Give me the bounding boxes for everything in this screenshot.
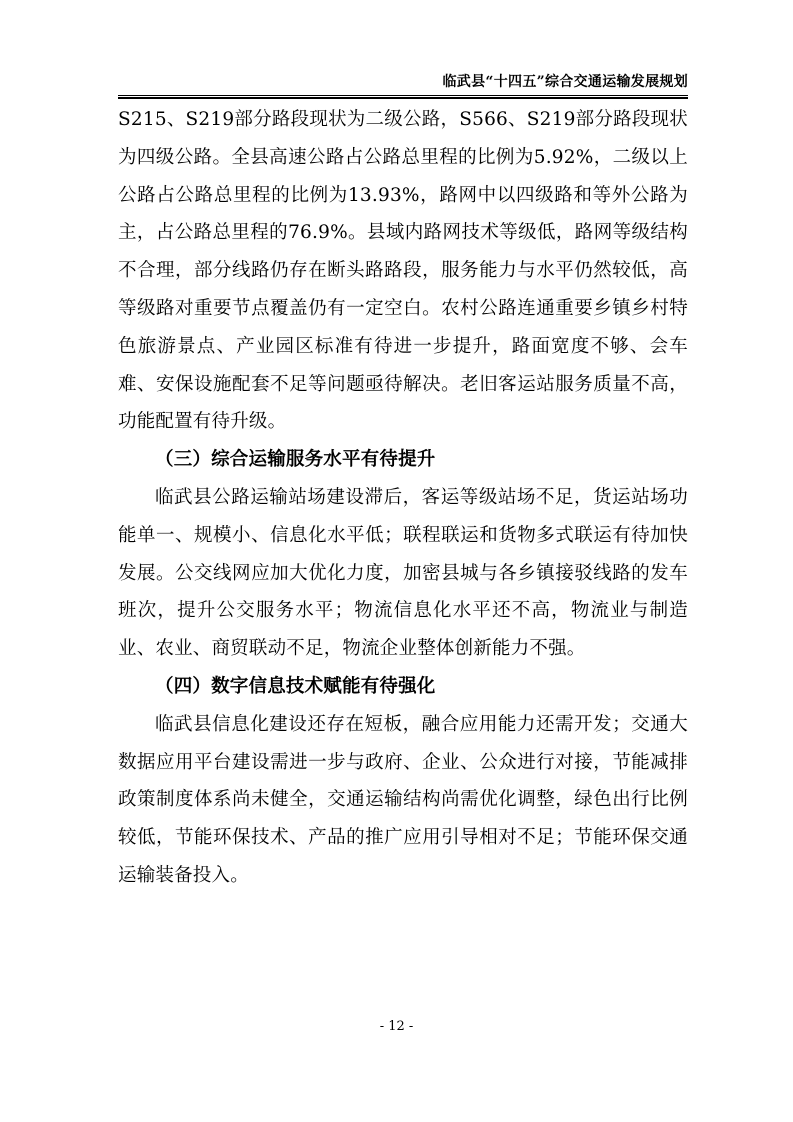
document-body: [118, 101, 688, 895]
header-rule-thick: [118, 97, 688, 99]
paragraph-section-4: 临武县信息化建设还存在短板，融合应用能力还需开发；交通大数据应用平台建设需进一步与政府、企业、公众进行对接，节能减排政策制度体系尚未健全，交通运输结构尚需优化调整，绿色出行比例较低，节能环保技术、产品的推广应用引导相对不足；节能环保交通运输装备投入。: [118, 713, 688, 886]
header-rule-thin: [118, 95, 688, 96]
paragraph-section-3: 临武县公路运输站场建设滞后，客运等级站场不足，货运站场功能单一、规模小、信息化水平低；联程联运和货物多式联运有待加快发展。公交线网应加大优化力度，加密县城与各乡镇接驳线路的发车班次，提升公交服务水平；物流信息化水平还不高，物流业与制造业、农业、商贸联动不足，物流企业整体创新能力不强。: [118, 486, 688, 660]
page-number: - 12 -: [379, 1019, 414, 1034]
section-heading-4: （四）数字信息技术赋能有待强化: [155, 675, 436, 697]
page-header-title: 临武县“十四五”综合交通运输发展规划: [442, 74, 688, 90]
section-heading-3: （三）综合运输服务水平有待提升: [155, 449, 436, 471]
paragraph-continued: S215、S219部分路段现状为二级公路，S566、S219部分路段现状为四级公路。全县高速公路占公路总里程的比例为5.92%，二级以上公路占公路总里程的比例为13.93%，路网中以四级路和等外公路为主，占公路总里程的76.9%。县域内路网技术等级低，路网等级结构不合理，部分线路仍存在断头路路段，服务能力与水平仍然较低，高等级路对重要节点覆盖仍有一定空白。农村公路连通重要乡镇乡村特色旅游景点、产业园区标准有待进一步提升，路面宽度不够、会车难、安保设施配套不足等问题亟待解决。老旧客运站服务质量不高，功能配置有待升级。: [118, 109, 688, 433]
